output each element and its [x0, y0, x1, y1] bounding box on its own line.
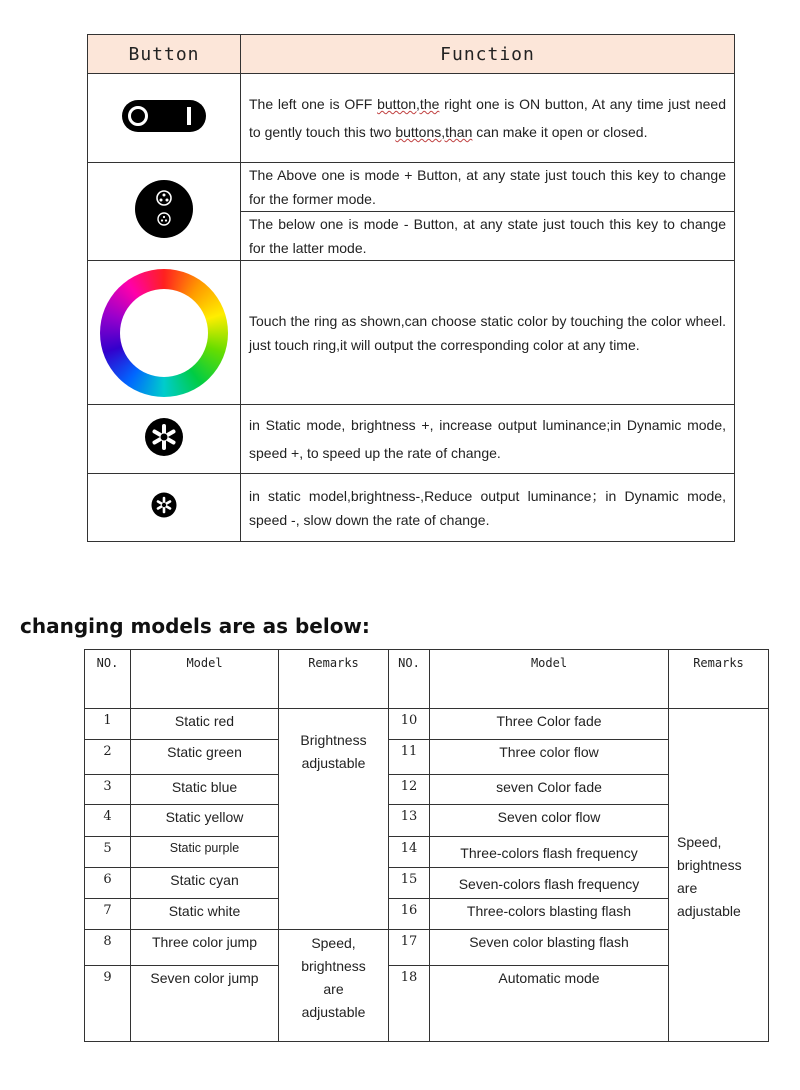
remark-line: Speed,	[311, 935, 356, 951]
icon-cell	[88, 74, 241, 163]
mode-minus-description: The below one is mode - Button, at any state just touch this key to change for the latter mode.	[241, 212, 735, 261]
model-no: 11	[389, 740, 430, 775]
table-row	[85, 805, 769, 837]
text: right one is ON button, At any time just need to gently touch this two	[249, 96, 726, 140]
model-no: 8	[85, 930, 131, 966]
brightness-minus-description: in static model,brightness-,Reduce output luminance；in Dynamic mode, speed -, slow down the rate of change.	[241, 474, 735, 542]
model-name: Seven color flow	[430, 805, 669, 837]
table-row	[85, 837, 769, 868]
model-name: Static red	[131, 709, 279, 740]
remark-line: brightness	[301, 958, 366, 974]
header-remarks: Remarks	[669, 650, 769, 709]
model-no: 13	[389, 805, 430, 837]
remark-line: adjustable	[301, 1004, 366, 1020]
remark-dynamic	[669, 709, 769, 1042]
model-name: Three Color fade	[430, 709, 669, 740]
table-row	[88, 261, 735, 405]
remark-static	[279, 709, 389, 930]
model-no: 16	[389, 899, 430, 930]
model-no: 7	[85, 899, 131, 930]
model-name: Three-colors flash frequency	[430, 837, 669, 868]
model-name: Three color jump	[131, 930, 279, 966]
model-no: 18	[389, 966, 430, 1042]
model-name: seven Color fade	[430, 775, 669, 805]
table-row	[88, 405, 735, 474]
brightness-plus-icon	[144, 417, 184, 457]
model-no: 10	[389, 709, 430, 740]
model-name: Seven-colors flash frequency	[430, 868, 669, 899]
icon-cell	[88, 405, 241, 474]
model-name: Seven color jump	[131, 966, 279, 1042]
power-toggle-icon	[121, 99, 207, 133]
table-row	[85, 740, 769, 775]
table-row	[85, 775, 769, 805]
remark-line: brightness	[677, 857, 742, 873]
onoff-description	[241, 74, 735, 163]
model-no: 9	[85, 966, 131, 1042]
model-no: 2	[85, 740, 131, 775]
text: button,the	[377, 96, 440, 112]
remark-line: adjustable	[677, 903, 741, 919]
model-name: Static purple	[131, 837, 279, 868]
brightness-minus-icon	[151, 492, 177, 518]
model-no: 12	[389, 775, 430, 805]
color-wheel-icon	[100, 269, 228, 397]
table-row	[88, 474, 735, 542]
table-row	[88, 74, 735, 163]
table-row	[85, 930, 769, 966]
icon-cell	[88, 261, 241, 405]
model-no: 14	[389, 837, 430, 868]
header-no: NO.	[85, 650, 131, 709]
icon-cell	[88, 163, 241, 261]
model-name: Automatic mode	[430, 966, 669, 1042]
model-no: 15	[389, 868, 430, 899]
header-remarks: Remarks	[279, 650, 389, 709]
button-function-table	[87, 34, 735, 542]
remark-line: are	[677, 880, 698, 896]
table-row	[85, 966, 769, 1042]
table-row	[85, 899, 769, 930]
model-no: 6	[85, 868, 131, 899]
ring-description: Touch the ring as shown,can choose static color by touching the color wheel. just touch ring,it will output the corresponding color at any time.	[241, 261, 735, 405]
model-name: Static green	[131, 740, 279, 775]
text: The left one is OFF	[249, 96, 378, 112]
models-table	[84, 649, 769, 1042]
models-heading: changing models are as below:	[20, 614, 370, 638]
header-model: Model	[131, 650, 279, 709]
text: buttons,than	[395, 124, 473, 140]
model-no: 4	[85, 805, 131, 837]
brightness-plus-description: in Static mode, brightness +, increase output luminance;in Dynamic mode, speed +, to speed up the rate of change.	[241, 405, 735, 474]
model-name: Static yellow	[131, 805, 279, 837]
model-name: Static white	[131, 899, 279, 930]
remark-line: Speed,	[677, 834, 722, 850]
table-row	[88, 163, 735, 212]
model-no: 1	[85, 709, 131, 740]
table-header-row	[88, 35, 735, 74]
header-function: Function	[241, 35, 735, 74]
model-name: Seven color blasting flash	[430, 930, 669, 966]
mode-buttons-icon	[134, 179, 194, 239]
model-no: 5	[85, 837, 131, 868]
header-model: Model	[430, 650, 669, 709]
remark-line: adjustable	[301, 755, 366, 771]
remark-jump	[279, 930, 389, 1042]
model-name: Static blue	[131, 775, 279, 805]
header-button: Button	[88, 35, 241, 74]
header-no: NO.	[389, 650, 430, 709]
table-row	[85, 868, 769, 899]
table-header-row	[85, 650, 769, 709]
remark-line: are	[323, 981, 344, 997]
model-name: Three color flow	[430, 740, 669, 775]
model-no: 17	[389, 930, 430, 966]
model-no: 3	[85, 775, 131, 805]
remark-line: Brightness	[300, 732, 367, 748]
model-name: Three-colors blasting flash	[430, 899, 669, 930]
text: can make it open or closed.	[472, 124, 648, 140]
mode-plus-description: The Above one is mode + Button, at any state just touch this key to change for the former mode.	[241, 163, 735, 212]
table-row	[85, 709, 769, 740]
model-name: Static cyan	[131, 868, 279, 899]
icon-cell	[88, 474, 241, 542]
